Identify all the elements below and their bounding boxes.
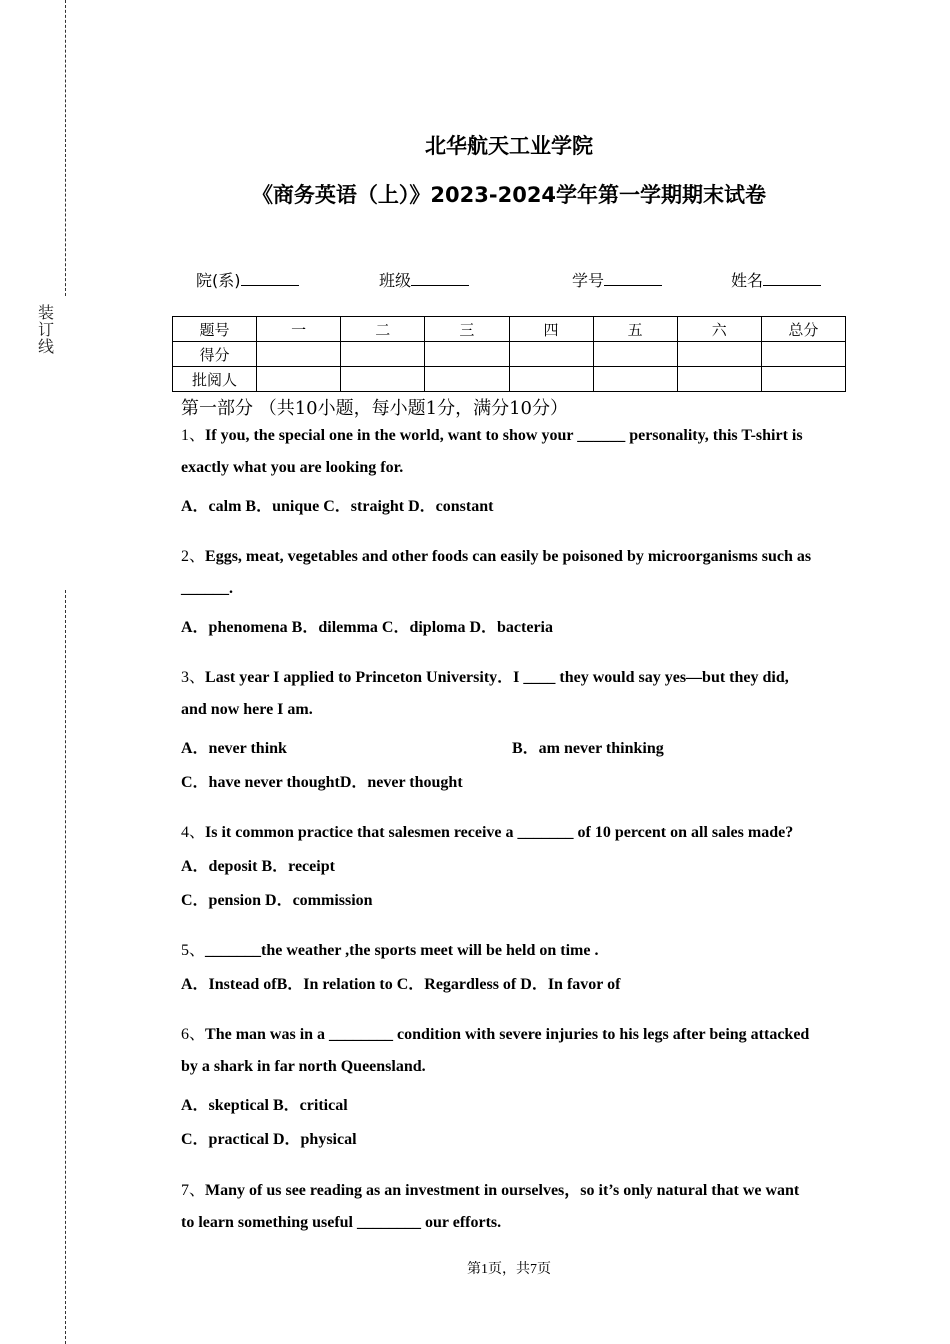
score-cell — [509, 342, 593, 367]
score-cell — [677, 367, 761, 392]
score-cell — [761, 342, 845, 367]
question-5-options: A．Instead ofB．In relation to C．Regardless of D．In favor of — [181, 976, 621, 993]
info-field-department: 院(系) — [196, 268, 299, 291]
score-cell — [341, 342, 425, 367]
score-header-cell: 二 — [341, 317, 425, 342]
question-2-stem-line: 2、Eggs, meat, vegetables and other foods can easily be poisoned by microorganisms such as — [181, 548, 812, 565]
question-6-stem-line: by a shark in far north Queensland. — [181, 1058, 426, 1075]
page-footer: 第1页，共7页 — [467, 1262, 551, 1277]
question-2-options: A．phenomena B．dilemma C．diploma D．bacteria — [181, 619, 554, 636]
score-table — [172, 316, 846, 392]
binding-label: 装 订 线 — [37, 303, 54, 356]
score-cell — [677, 342, 761, 367]
score-header-cell: 题号 — [173, 317, 257, 342]
question-7-stem-line: 7、Many of us see reading as an investment in ourselves，so it’s only natural that we want — [181, 1182, 800, 1199]
question-4-options: C．pension D．commission — [181, 892, 373, 909]
question-3-option-b: B．am never thinking — [512, 740, 664, 757]
score-table-row — [173, 342, 846, 367]
score-row-label: 得分 — [173, 342, 257, 367]
info-field-class: 班级 — [379, 268, 469, 291]
score-header-cell: 六 — [677, 317, 761, 342]
school-name: 北华航天工业学院 — [425, 134, 593, 158]
question-4-stem-line: 4、Is it common practice that salesmen receive a _______ of 10 percent on all sales made? — [181, 824, 794, 841]
question-5-stem-line: 5、_______the weather ,the sports meet will be held on time . — [181, 942, 599, 959]
question-3-option-a: A．never think — [181, 740, 287, 757]
section-title: 第一部分 （共10小题，每小题1分，满分10分） — [181, 398, 568, 419]
score-cell — [341, 367, 425, 392]
score-row-label: 批阅人 — [173, 367, 257, 392]
score-cell — [257, 367, 341, 392]
score-header-cell: 五 — [593, 317, 677, 342]
score-cell — [257, 342, 341, 367]
question-7-stem-line: to learn something useful ________ our efforts. — [181, 1214, 502, 1231]
question-1-stem-line: 1、If you, the special one in the world, want to show your ______ personality, this T-shirt is — [181, 427, 803, 444]
score-cell — [593, 342, 677, 367]
score-cell — [425, 367, 509, 392]
question-3-stem-line: and now here I am. — [181, 701, 313, 718]
question-1-options: A．calm B．unique C．straight D．constant — [181, 498, 494, 515]
score-cell — [761, 367, 845, 392]
score-header-cell: 三 — [425, 317, 509, 342]
info-field-student-id: 学号 — [572, 268, 662, 291]
binding-dashed-line-bottom — [65, 590, 66, 1344]
score-table-row — [173, 367, 846, 392]
score-header-cell: 总分 — [761, 317, 845, 342]
score-cell — [509, 367, 593, 392]
exam-title: 《商务英语（上）》2023-2024学年第一学期期末试卷 — [251, 183, 767, 207]
question-6-options: A．skeptical B．critical — [181, 1097, 348, 1114]
question-3-options-cd: C．have never thoughtD．never thought — [181, 774, 463, 791]
question-6-stem-line: 6、The man was in a ________ condition with severe injuries to his legs after being attacked — [181, 1026, 810, 1043]
info-field-name: 姓名 — [731, 268, 821, 291]
question-3-stem-line: 3、Last year I applied to Princeton University．I ____ they would say yes—but they did, — [181, 669, 789, 686]
question-6-options: C．practical D．physical — [181, 1131, 357, 1148]
score-table-header-row — [173, 317, 846, 342]
score-cell — [593, 367, 677, 392]
question-4-options: A．deposit B．receipt — [181, 858, 335, 875]
score-cell — [425, 342, 509, 367]
score-header-cell: 一 — [257, 317, 341, 342]
score-header-cell: 四 — [509, 317, 593, 342]
question-1-stem-line: exactly what you are looking for. — [181, 459, 404, 476]
question-2-stem-line: ______. — [181, 580, 233, 597]
